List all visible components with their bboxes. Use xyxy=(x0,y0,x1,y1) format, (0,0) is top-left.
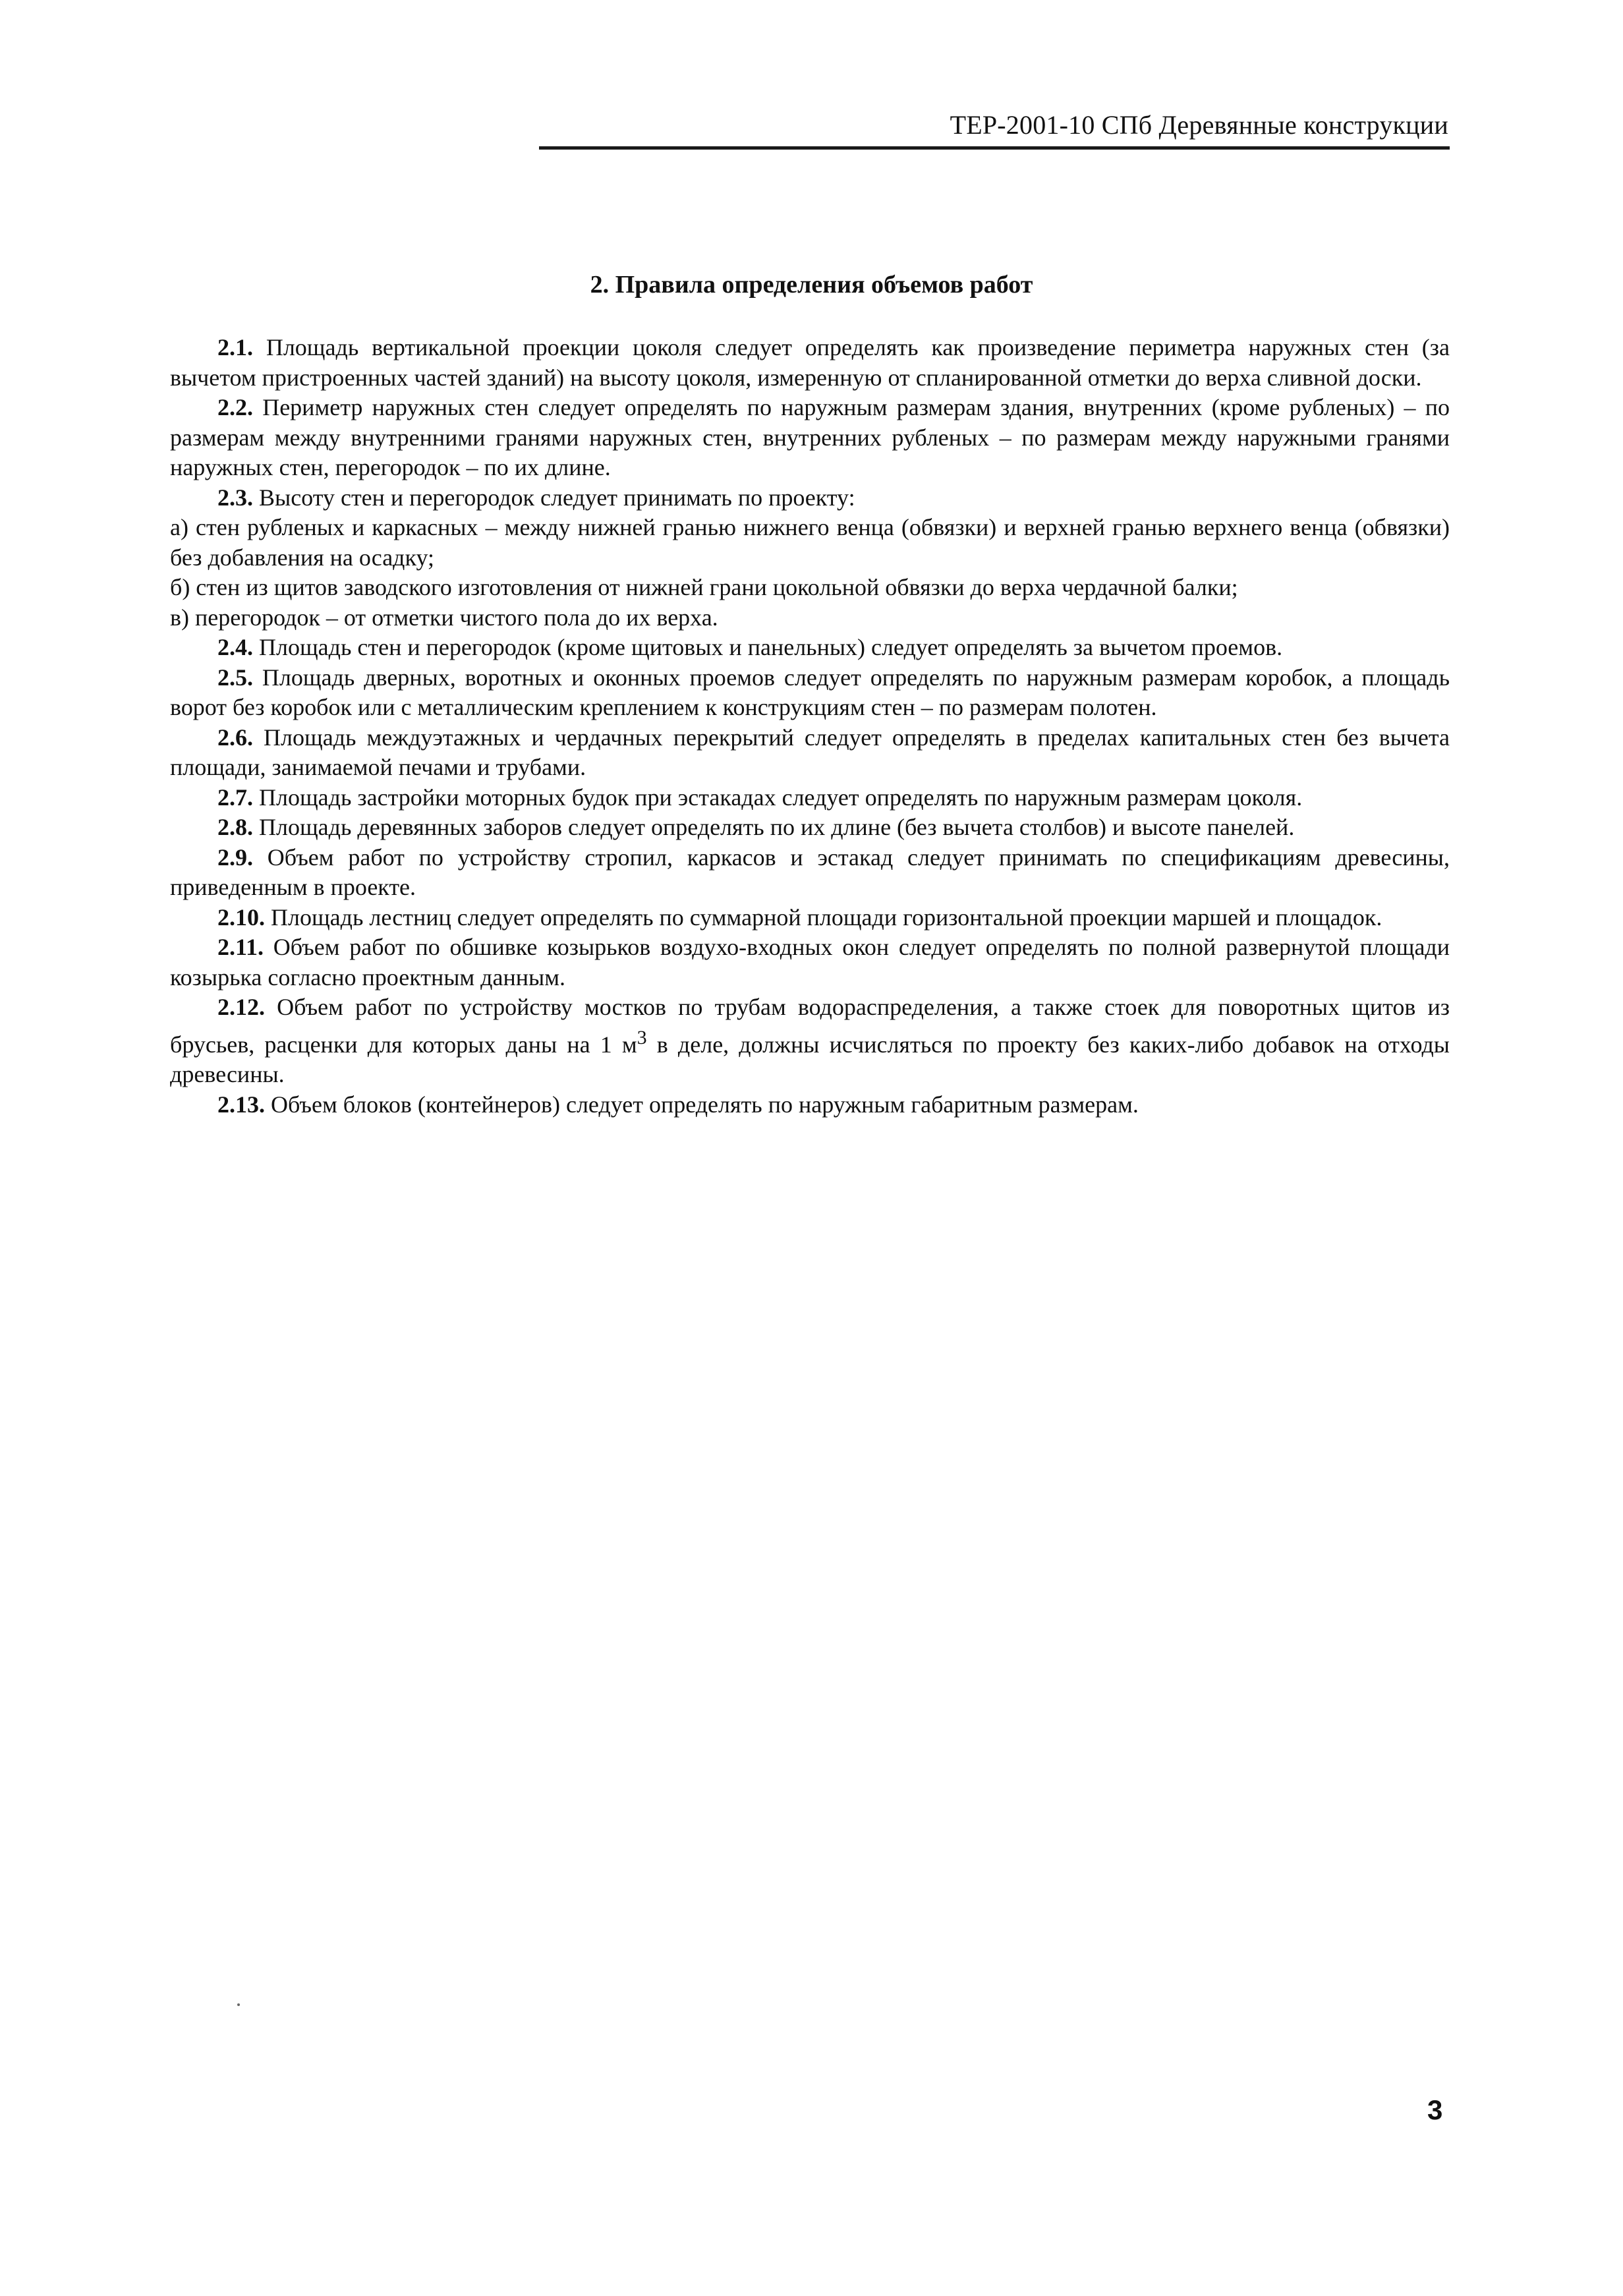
running-header xyxy=(539,107,1450,150)
paragraph-number: 2.13. xyxy=(217,1091,265,1118)
page-number: 3 xyxy=(1427,2094,1443,2125)
paragraph-2-5 xyxy=(170,663,1450,723)
list-item-text: а) стен рубленых и каркасных – между нижней гранью нижнего венца (обвязки) и верхней гранью верхнего венца (обвязки) без добавления на осадку; xyxy=(170,514,1450,571)
paragraph-text: Площадь лестниц следует определять по суммарной площади горизонтальной проекции маршей и площадок. xyxy=(265,904,1382,931)
paragraph-number: 2.8. xyxy=(217,814,253,840)
scan-speck xyxy=(237,2003,240,2006)
paragraph-2-13 xyxy=(170,1090,1450,1120)
paragraph-number: 2.6. xyxy=(217,724,253,751)
paragraph-text: Площадь стен и перегородок (кроме щитовых и панельных) следует определять за вычетом проемов. xyxy=(253,634,1283,660)
paragraph-number: 2.3. xyxy=(217,484,253,511)
paragraph-text: Площадь дверных, воротных и оконных проемов следует определять по наружным размерам коробок, а площадь ворот без коробок или с металлическим креплением к конструкциям стен – по размерам полотен. xyxy=(170,664,1450,720)
list-item-b xyxy=(170,573,1450,603)
paragraph-number: 2.1. xyxy=(217,334,253,360)
paragraph-number: 2.10. xyxy=(217,904,265,931)
paragraph-2-3 xyxy=(170,483,1450,513)
paragraph-2-4 xyxy=(170,633,1450,663)
paragraph-number: 2.9. xyxy=(217,844,253,871)
paragraph-number: 2.11. xyxy=(217,934,264,960)
paragraph-text: Высоту стен и перегородок следует принимать по проекту: xyxy=(253,484,855,511)
paragraph-number: 2.2. xyxy=(217,394,253,420)
paragraph-2-10 xyxy=(170,903,1450,933)
paragraph-text: Объем работ по обшивке козырьков воздухо-входных окон следует определять по полной развернутой площади козырька согласно проектным данным. xyxy=(170,934,1450,990)
paragraph-text: Площадь застройки моторных будок при эстакадах следует определять по наружным размерам цоколя. xyxy=(253,784,1303,811)
paragraph-number: 2.12. xyxy=(217,994,265,1020)
paragraph-2-1 xyxy=(170,333,1450,393)
paragraph-text-continued: в деле, должны исчисляться по проекту без каких-либо добавок на отходы древесины. xyxy=(170,1031,1450,1087)
paragraph-2-11 xyxy=(170,933,1450,992)
paragraph-number: 2.7. xyxy=(217,784,253,811)
paragraph-2-6 xyxy=(170,723,1450,783)
paragraph-2-12 xyxy=(170,992,1450,1090)
list-item-text: б) стен из щитов заводского изготовления от нижней грани цокольной обвязки до верха чердачной балки; xyxy=(170,574,1238,600)
paragraph-2-7 xyxy=(170,783,1450,813)
list-item-a xyxy=(170,513,1450,573)
paragraph-text: Объем блоков (контейнеров) следует определять по наружным габаритным размерам. xyxy=(265,1091,1139,1118)
paragraph-number: 2.4. xyxy=(217,634,253,660)
paragraph-text: Площадь вертикальной проекции цоколя следует определять как произведение периметра наружных стен (за вычетом пристроенных частей зданий) на высоту цоколя, измеренную от спланированной отметки до верха сливной доски. xyxy=(170,334,1450,391)
list-item-c xyxy=(170,603,1450,633)
paragraph-text: Площадь междуэтажных и чердачных перекрытий следует определять в пределах капитальных стен без вычета площади, занимаемой печами и трубами. xyxy=(170,724,1450,780)
paragraph-text: Периметр наружных стен следует определять по наружным размерам здания, внутренних (кроме рубленых) – по размерам между внутренними гранями наружных стен, внутренних рубленых – по размерам между наружными гранями наружных стен, перегородок – по их длине. xyxy=(170,394,1450,480)
list-item-text: в) перегородок – от отметки чистого пола до их верха. xyxy=(170,604,718,631)
paragraph-text: Площадь деревянных заборов следует определять по их длине (без вычета столбов) и высоте панелей. xyxy=(253,814,1295,840)
paragraph-text: Объем работ по устройству мостков по трубам водораспределения, а также стоек для поворотных щитов из брусьев, расценки для которых даны на 1 м xyxy=(170,994,1450,1058)
document-title: ТЕР-2001-10 СПб Деревянные конструкции xyxy=(950,110,1448,140)
paragraph-2-9 xyxy=(170,843,1450,903)
paragraph-2-2 xyxy=(170,393,1450,483)
paragraph-number: 2.5. xyxy=(217,664,253,691)
section-body xyxy=(170,333,1450,1120)
paragraph-text: Объем работ по устройству стропил, каркасов и эстакад следует принимать по спецификациям древесины, приведенным в проекте. xyxy=(170,844,1450,900)
section-title: 2. Правила определения объемов работ xyxy=(590,271,1033,299)
paragraph-2-8 xyxy=(170,813,1450,843)
superscript-exponent: 3 xyxy=(637,1026,647,1048)
